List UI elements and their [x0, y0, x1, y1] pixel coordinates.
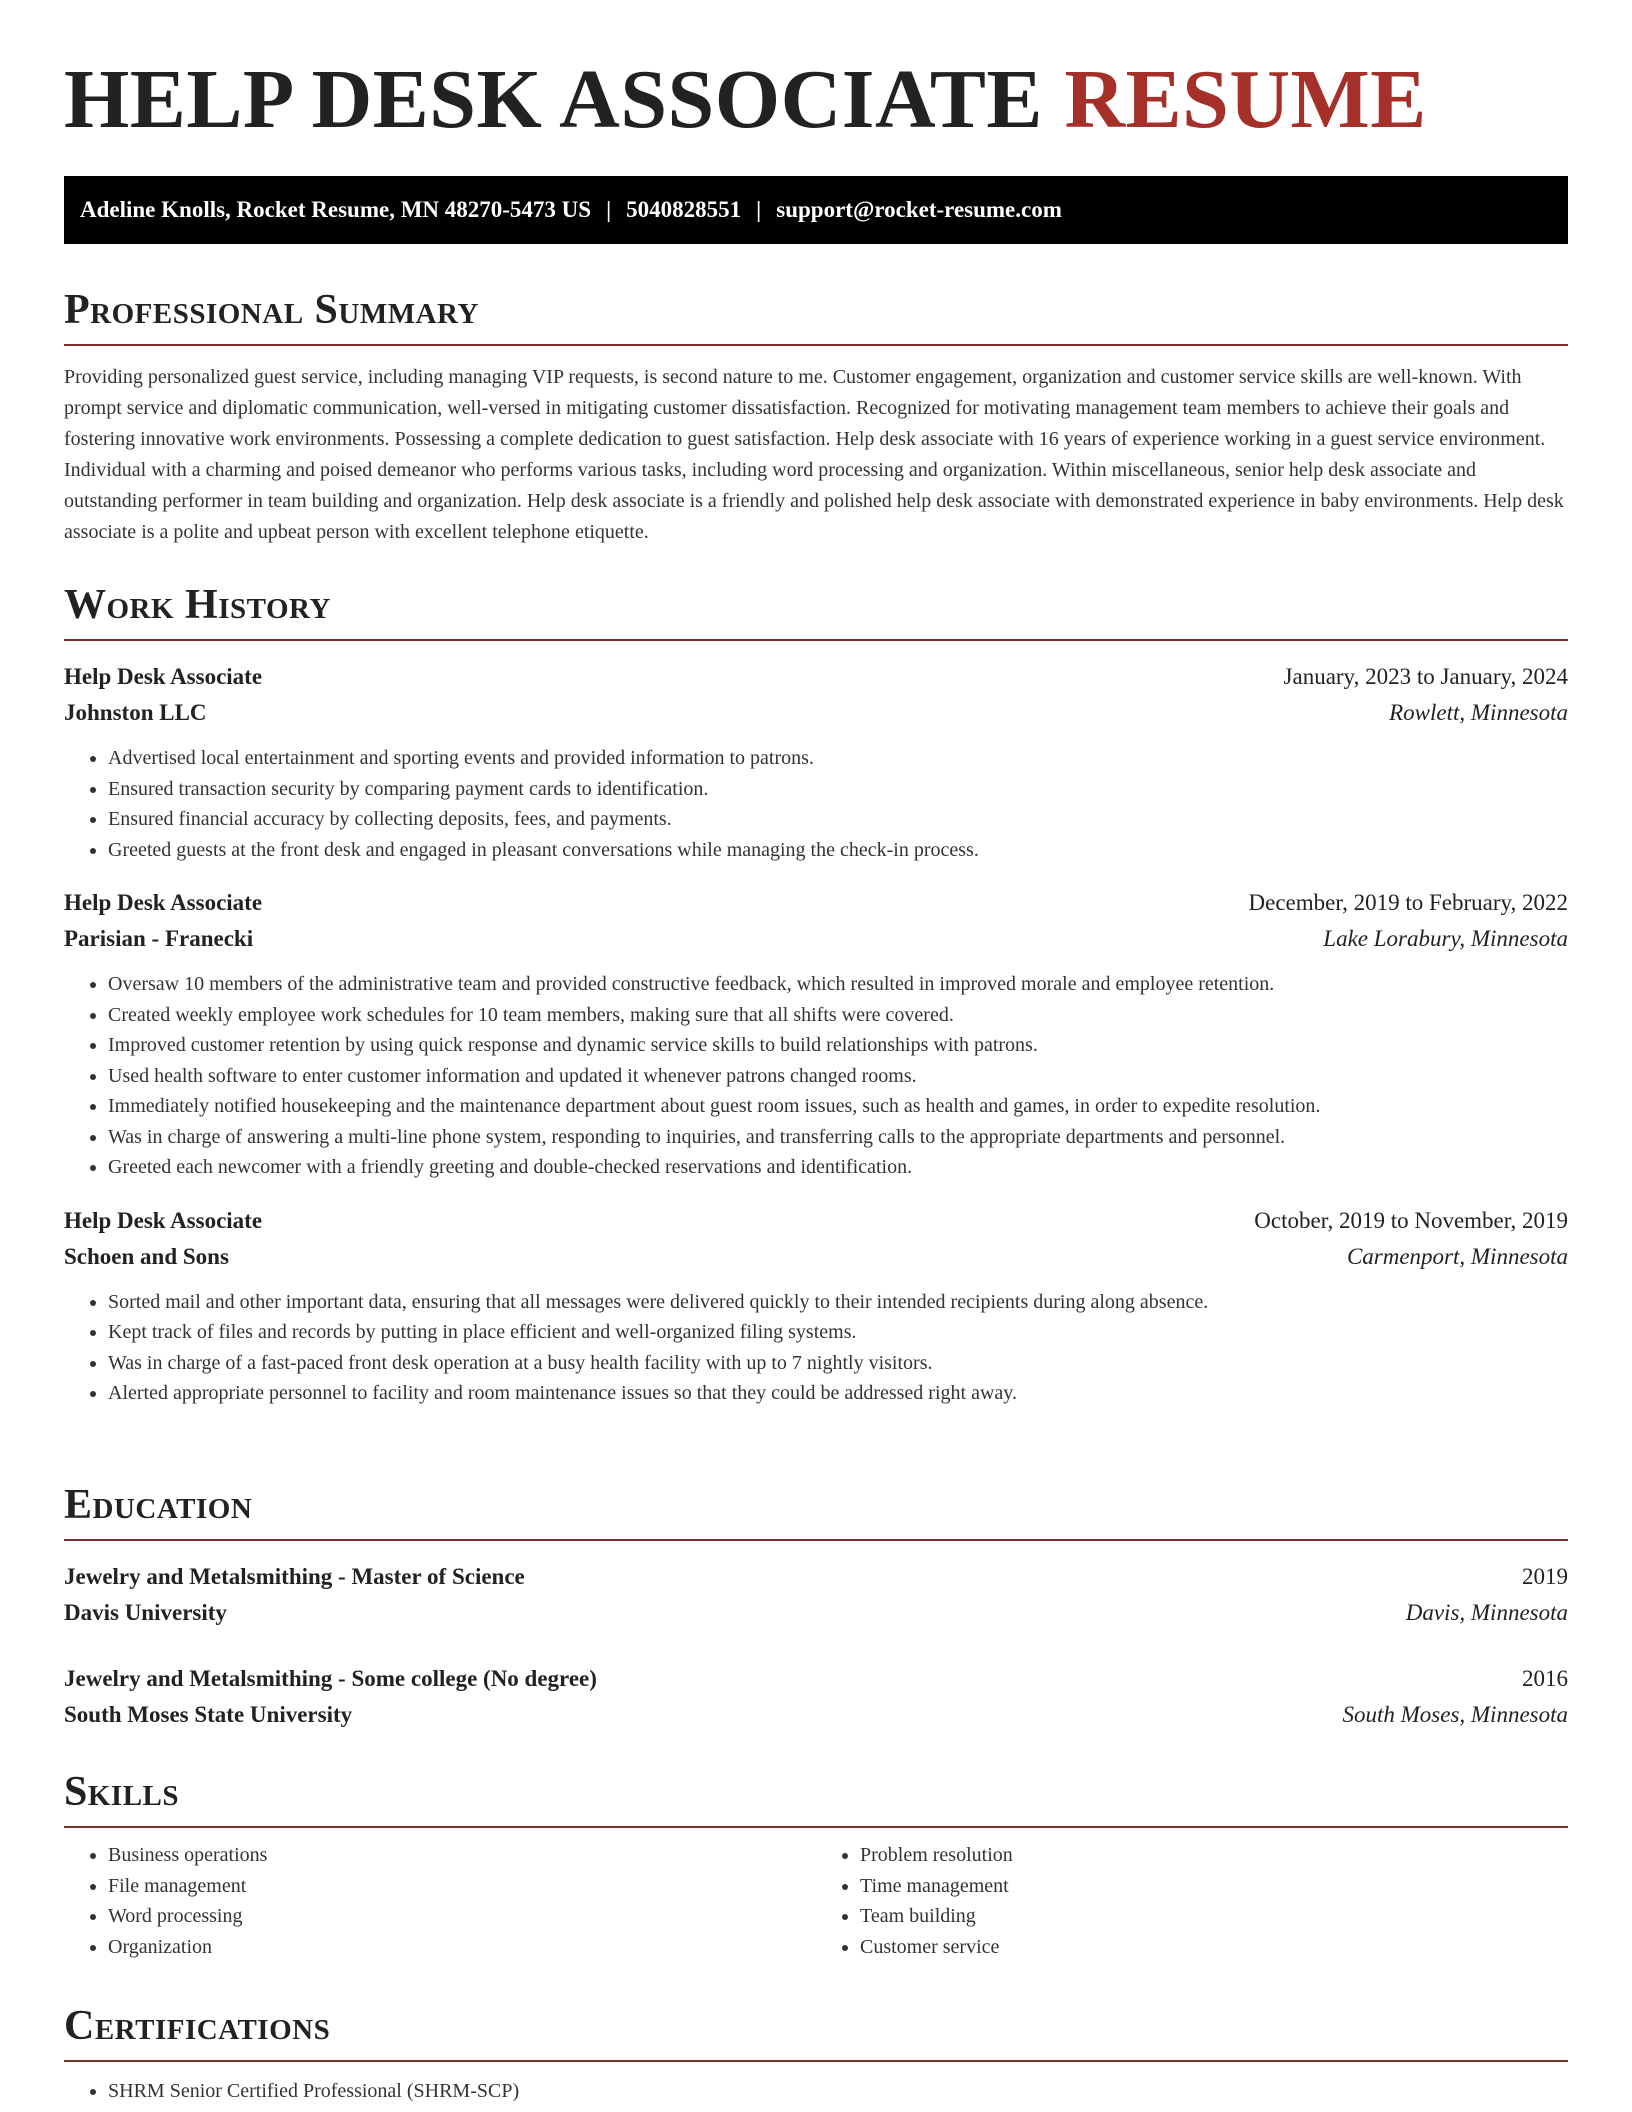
summary-heading: Professional Summary — [64, 287, 479, 333]
certifications-section — [64, 2002, 1568, 2107]
job-duty: • Improved customer retention by using quick response and dynamic service skills to build relationships with patrons. — [108, 1030, 1568, 1061]
job-duties — [64, 969, 1568, 1183]
job-entry — [64, 885, 1568, 1183]
contact-address: Adeline Knolls, Rocket Resume, MN 48270-5473 US — [80, 197, 592, 222]
education-school: South Moses State University — [64, 1702, 353, 1728]
job-duty: • Alerted appropriate personnel to facility and room maintenance issues so that they could be addressed right away. — [108, 1378, 1568, 1409]
job-duty: • Greeted guests at the front desk and engaged in pleasant conversations while managing the check-in process. — [108, 835, 1568, 866]
skills-column-right — [816, 1840, 1568, 1962]
education-heading: Education — [64, 1482, 253, 1528]
education-location: Davis, Minnesota — [1405, 1600, 1568, 1626]
job-location: Lake Lorabury, Minnesota — [1323, 926, 1568, 952]
job-dates: January, 2023 to January, 2024 — [1283, 664, 1568, 690]
education-section — [64, 1481, 1568, 1733]
job-duty: • Kept track of files and records by putting in place efficient and well-organized filing systems. — [108, 1317, 1568, 1348]
section-divider — [64, 344, 1568, 346]
job-duty: • Oversaw 10 members of the administrative team and provided constructive feedback, which resulted in improved morale and employee retention. — [108, 969, 1568, 1000]
job-entry — [64, 659, 1568, 865]
skill-item: • File management — [108, 1871, 816, 1902]
skills-section — [64, 1768, 1568, 1962]
job-duties — [64, 743, 1568, 865]
contact-phone: 5040828551 — [626, 197, 742, 222]
job-duty: • Created weekly employee work schedules for 10 team members, making sure that all shifts were covered. — [108, 1000, 1568, 1031]
title-main: HELP DESK ASSOCIATE — [64, 53, 1043, 146]
job-company: Schoen and Sons — [64, 1243, 229, 1269]
section-divider — [64, 639, 1568, 641]
certification-item: • SHRM Senior Certified Professional (SHRM-SCP) — [108, 2076, 1568, 2107]
skill-item: • Organization — [108, 1932, 816, 1963]
title-accent: RESUME — [1064, 53, 1427, 146]
education-entry — [64, 1559, 1568, 1631]
job-duty: • Greeted each newcomer with a friendly greeting and double-checked reservations and identification. — [108, 1152, 1568, 1183]
job-duty: • Was in charge of answering a multi-line phone system, responding to inquiries, and transferring calls to the appropriate departments and personnel. — [108, 1122, 1568, 1153]
job-title: Help Desk Associate — [64, 890, 263, 916]
job-company: Parisian - Franecki — [64, 926, 254, 952]
job-location: Rowlett, Minnesota — [1389, 700, 1568, 726]
summary-section — [64, 286, 1568, 548]
contact-email: support@rocket-resume.com — [776, 197, 1062, 222]
job-duty: • Advertised local entertainment and sporting events and provided information to patrons. — [108, 743, 1568, 774]
skills-heading: Skills — [64, 1769, 180, 1815]
job-duty: • Used health software to enter customer information and updated it whenever patrons changed rooms. — [108, 1061, 1568, 1092]
skills-grid — [64, 1840, 1568, 1962]
job-duty: • Sorted mail and other important data, ensuring that all messages were delivered quickly to their intended recipients during along absence. — [108, 1287, 1568, 1318]
job-duty: • Was in charge of a fast-paced front desk operation at a busy health facility with up to 7 nightly visitors. — [108, 1348, 1568, 1379]
work-history-section — [64, 581, 1568, 1409]
education-year: 2016 — [1522, 1666, 1568, 1692]
resume-title — [64, 52, 1427, 149]
certifications-list — [64, 2076, 1568, 2107]
skill-item: • Problem resolution — [860, 1840, 1568, 1871]
skill-item: • Customer service — [860, 1932, 1568, 1963]
contact-bar — [64, 176, 1568, 244]
education-school: Davis University — [64, 1600, 227, 1626]
section-divider — [64, 1826, 1568, 1828]
job-title: Help Desk Associate — [64, 1207, 263, 1233]
skill-item: • Business operations — [108, 1840, 816, 1871]
work-history-heading: Work History — [64, 582, 331, 628]
skills-column-left — [64, 1840, 816, 1962]
education-degree: Jewelry and Metalsmithing - Some college (No degree) — [64, 1666, 597, 1692]
skill-item: • Word processing — [108, 1901, 816, 1932]
job-duty: • Ensured financial accuracy by collecting deposits, fees, and payments. — [108, 804, 1568, 835]
contact-separator: | — [606, 197, 612, 222]
summary-text: Providing personalized guest service, including managing VIP requests, is second nature to me. Customer engagement, organization and customer service skills are well-known. With prompt service and diplomatic communication, well-versed in mitigating customer dissatisfaction. Recognized for motivating management team members to achieve their goals and fostering innovative work environments. Possessing a complete dedication to guest satisfaction. Help desk associate with 16 years of experience working in a guest service environment. Individual with a charming and poised demeanor who performs various tasks, including word processing and organization. Within miscellaneous, senior help desk associate and outstanding performer in team building and organization. Help desk associate is a friendly and polished help desk associate with demonstrated experience in baby environments. Help desk associate is a polite and upbeat person with excellent telephone etiquette. — [64, 366, 1564, 544]
education-year: 2019 — [1522, 1564, 1568, 1590]
job-dates: October, 2019 to November, 2019 — [1254, 1207, 1568, 1233]
education-entry — [64, 1661, 1568, 1733]
skill-item: • Time management — [860, 1871, 1568, 1902]
section-divider — [64, 2060, 1568, 2062]
section-divider — [64, 1539, 1568, 1541]
job-dates: December, 2019 to February, 2022 — [1248, 890, 1568, 916]
job-company: Johnston LLC — [64, 700, 207, 726]
job-duty: • Ensured transaction security by comparing payment cards to identification. — [108, 774, 1568, 805]
education-location: South Moses, Minnesota — [1342, 1702, 1568, 1728]
job-location: Carmenport, Minnesota — [1346, 1243, 1568, 1269]
job-duties — [64, 1287, 1568, 1409]
certifications-heading: Certifications — [64, 2003, 331, 2049]
contact-separator: | — [756, 197, 762, 222]
job-title: Help Desk Associate — [64, 664, 263, 690]
job-duty: • Immediately notified housekeeping and the maintenance department about guest room issues, such as health and games, in order to expedite resolution. — [108, 1091, 1568, 1122]
job-entry — [64, 1203, 1568, 1409]
skill-item: • Team building — [860, 1901, 1568, 1932]
education-degree: Jewelry and Metalsmithing - Master of Science — [64, 1564, 525, 1590]
